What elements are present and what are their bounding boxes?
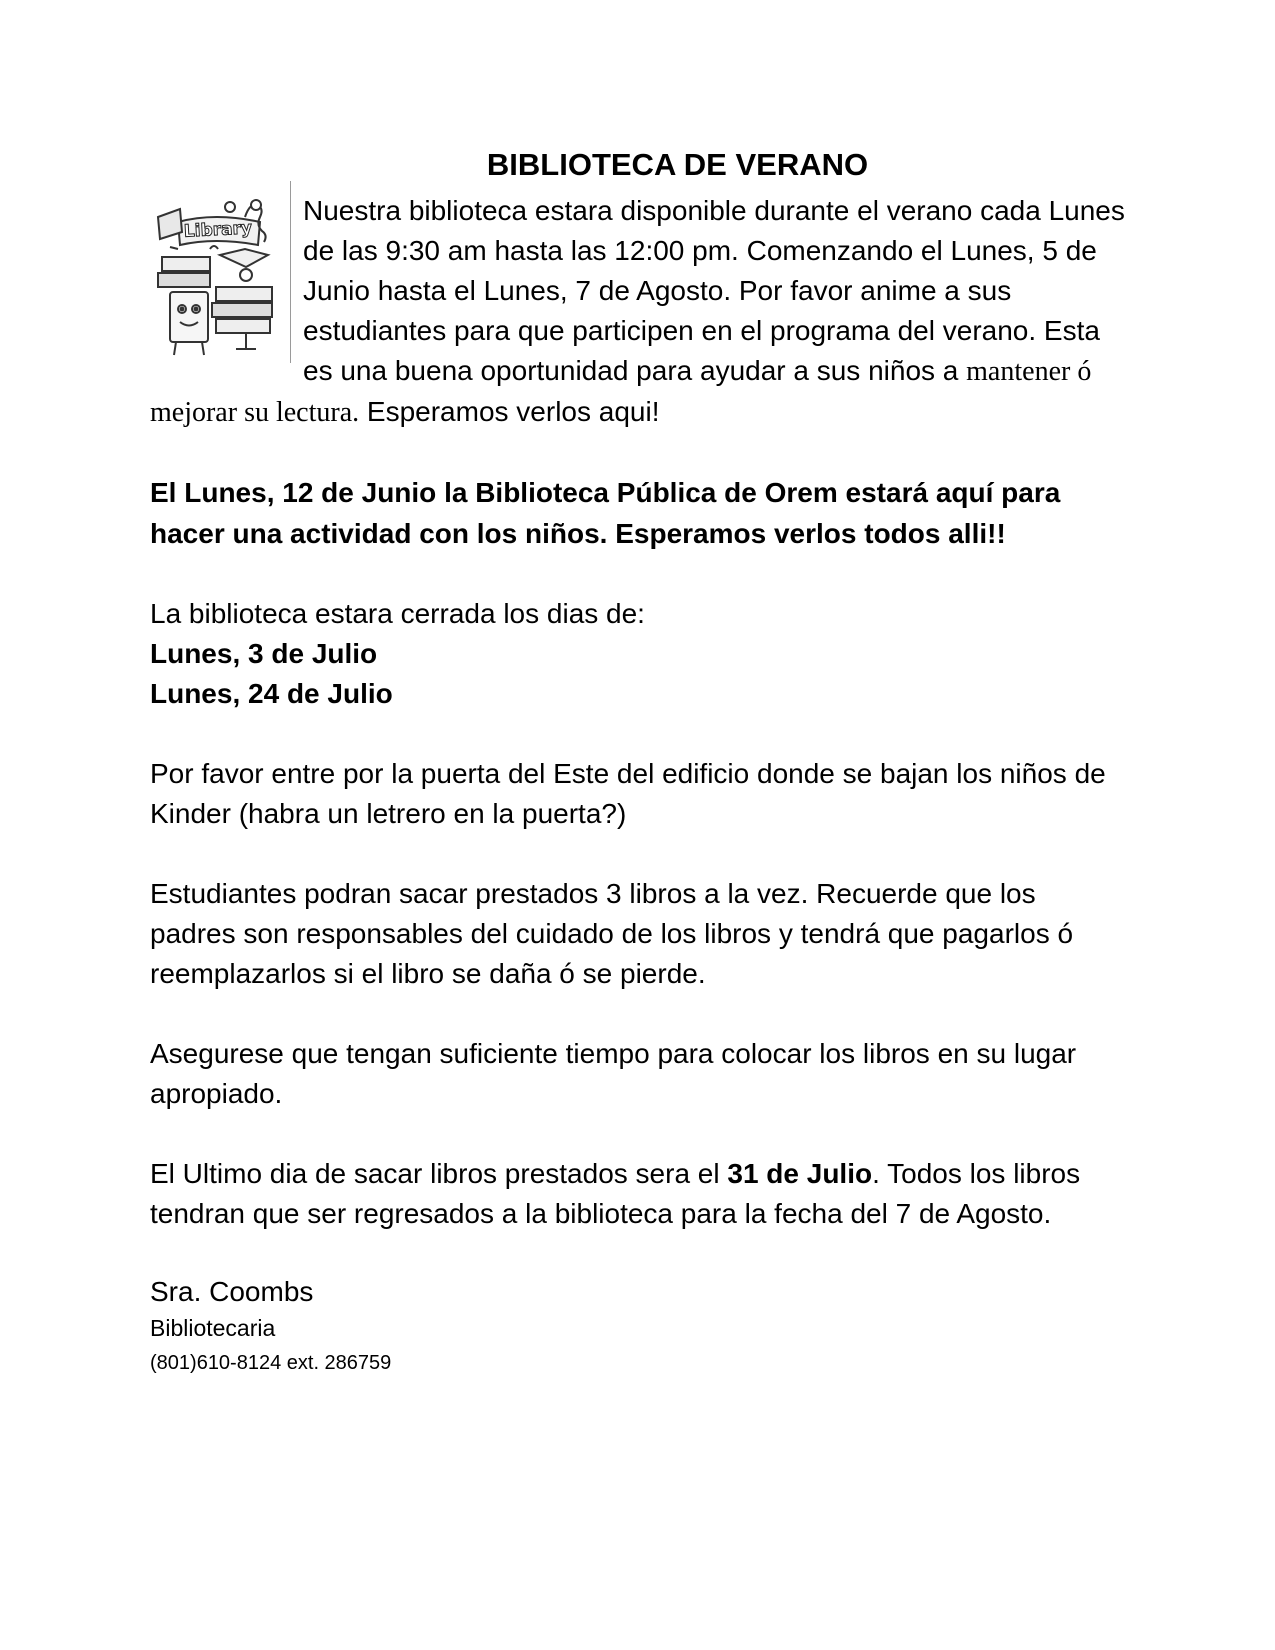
closed-date: Lunes, 24 de Julio	[150, 677, 393, 709]
clipart-divider	[290, 181, 291, 363]
document-page	[150, 145, 1125, 1379]
closed-heading: La biblioteca estara cerrada los dias de:	[150, 597, 645, 629]
last-day-paragraph	[150, 1154, 1125, 1234]
document-title: BIBLIOTECA DE VERANO	[486, 147, 869, 182]
event-notice: El Lunes, 12 de Junio la Biblioteca Pública de Orem estará aquí para hacer una actividad con los niños. Esperamos verlos todos alli!!	[150, 477, 1061, 549]
last-day-return: . Todos los libros tendran que ser regresados a la biblioteca para la fecha del 7 de Agosto.	[150, 1157, 1081, 1229]
borrowing-rules: Estudiantes podran sacar prestados 3 libros a la vez. Recuerde que los padres son responsables del cuidado de los libros y tendrá que pagarlos ó reemplazarlos si el libro se daña ó se pierde.	[150, 877, 1074, 989]
intro-text: Nuestra biblioteca estara disponible durante el verano cada Lunes de las 9:30 am hasta las 12:00 pm. Comenzando el Lunes, 5 de Junio hasta el Lunes, 7 de Agosto. Por favor anime a sus estudiantes para que participen en el programa del verano. Esta es una buena oportunidad para ayudar a sus niños a	[303, 195, 1125, 387]
intro-paragraph	[150, 191, 1125, 433]
intro-text-serif: mantener ó mejorar su lectura.	[150, 356, 1092, 429]
signature-role: Bibliotecaria	[150, 1315, 276, 1342]
signature-phone: (801)610-8124 ext. 286759	[150, 1351, 392, 1374]
shelving-note: Asegurese que tengan suficiente tiempo para colocar los libros en su lugar apropiado.	[150, 1037, 1077, 1109]
intro-closing: Esperamos verlos aqui!	[359, 396, 660, 428]
library-logo-text: Library	[183, 218, 253, 243]
intro-section	[150, 191, 1125, 433]
signature-name: Sra. Coombs	[150, 1275, 314, 1307]
last-day-date: 31 de Julio	[727, 1157, 873, 1189]
entrance-note: Por favor entre por la puerta del Este del edificio donde se bajan los niños de Kinder (habra un letrero en la puerta?)	[150, 757, 1106, 829]
last-day-text: El Ultimo dia de sacar libros prestados sera el	[150, 1157, 728, 1189]
library-clipart-icon	[150, 187, 280, 362]
closed-date: Lunes, 3 de Julio	[150, 637, 378, 669]
